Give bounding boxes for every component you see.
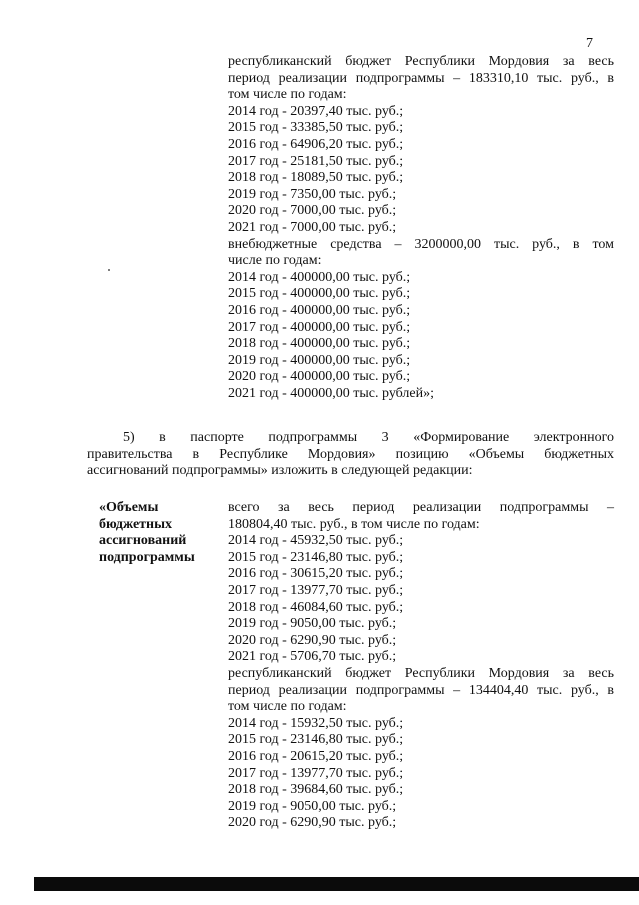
text-line: правительства в Республике Мордовия» позицию «Объемы бюджетных [87,446,614,462]
label-line: «Объемы [99,500,159,515]
year-line: 2020 год - 400000,00 тыс. руб.; [228,369,411,385]
funding-continuation [228,54,614,402]
text-line: период реализации подпрограммы – 134404,40 тыс. руб., в [228,682,614,698]
scan-edge-bar [34,877,639,891]
text-line: республиканский бюджет Республики Мордовия за весь [228,54,614,69]
year-line: 2018 год - 46084,60 тыс. руб.; [228,599,404,615]
label-line: бюджетных [99,516,173,532]
year-line: 2015 год - 400000,00 тыс. руб.; [228,286,411,302]
year-line: 2016 год - 30615,20 тыс. руб.; [228,566,404,582]
text-line: период реализации подпрограммы – 183310,10 тыс. руб., в [228,70,614,86]
year-line: 2019 год - 9050,00 тыс. руб.; [228,616,397,632]
year-line: 2018 год - 400000,00 тыс. руб.; [228,336,411,352]
year-line: 2019 год - 7350,00 тыс. руб.; [228,186,397,202]
year-line: 2020 год - 6290,90 тыс. руб.; [228,632,397,648]
text-line: всего за весь период реализации подпрограммы – [228,500,614,515]
position-content [228,500,614,832]
year-line: 2020 год - 6290,90 тыс. руб.; [228,815,397,831]
year-line: 2018 год - 18089,50 тыс. руб.; [228,170,404,186]
year-line: 2017 год - 25181,50 тыс. руб.; [228,153,404,169]
text-line: внебюджетные средства – 3200000,00 тыс. руб., в том [228,236,614,252]
year-line: 2021 год - 7000,00 тыс. руб.; [228,219,397,235]
text-line: 180804,40 тыс. руб., в том числе по годам: [228,516,480,532]
position-label [99,500,219,566]
text-line: том числе по годам: [228,87,347,103]
year-line: 2014 год - 15932,50 тыс. руб.; [228,715,404,731]
year-line: 2014 год - 20397,40 тыс. руб.; [228,103,404,119]
label-line: ассигнований [99,533,187,549]
year-line: 2019 год - 9050,00 тыс. руб.; [228,798,397,814]
year-line: 2014 год - 400000,00 тыс. руб.; [228,269,411,285]
year-line: 2021 год - 5706,70 тыс. руб.; [228,649,397,665]
year-line: 2014 год - 45932,50 тыс. руб.; [228,533,404,549]
year-line: 2018 год - 39684,60 тыс. руб.; [228,782,404,798]
year-line: 2015 год - 33385,50 тыс. руб.; [228,120,404,136]
year-line: 2016 год - 400000,00 тыс. руб.; [228,302,411,318]
year-line: 2017 год - 13977,70 тыс. руб.; [228,765,404,781]
scan-speck [108,269,110,271]
year-line: 2019 год - 400000,00 тыс. руб.; [228,352,411,368]
year-line: 2020 год - 7000,00 тыс. руб.; [228,203,397,219]
year-line: 2015 год - 23146,80 тыс. руб.; [228,549,404,565]
amendment-paragraph [87,430,614,480]
year-line: 2016 год - 20615,20 тыс. руб.; [228,748,404,764]
text-line: 5) в паспорте подпрограммы 3 «Формирование электронного [123,430,614,445]
text-line: республиканский бюджет Республики Мордовия за весь [228,665,614,681]
year-line: 2016 год - 64906,20 тыс. руб.; [228,136,404,152]
year-line: 2017 год - 13977,70 тыс. руб.; [228,582,404,598]
text-line: числе по годам: [228,253,322,269]
text-line: ассигнований подпрограммы» изложить в следующей редакции: [87,463,473,479]
year-line: 2017 год - 400000,00 тыс. руб.; [228,319,411,335]
year-line: 2021 год - 400000,00 тыс. рублей»; [228,385,435,401]
page-number: 7 [586,36,593,51]
label-line: подпрограммы [99,549,195,565]
year-line: 2015 год - 23146,80 тыс. руб.; [228,732,404,748]
text-line: том числе по годам: [228,699,347,715]
